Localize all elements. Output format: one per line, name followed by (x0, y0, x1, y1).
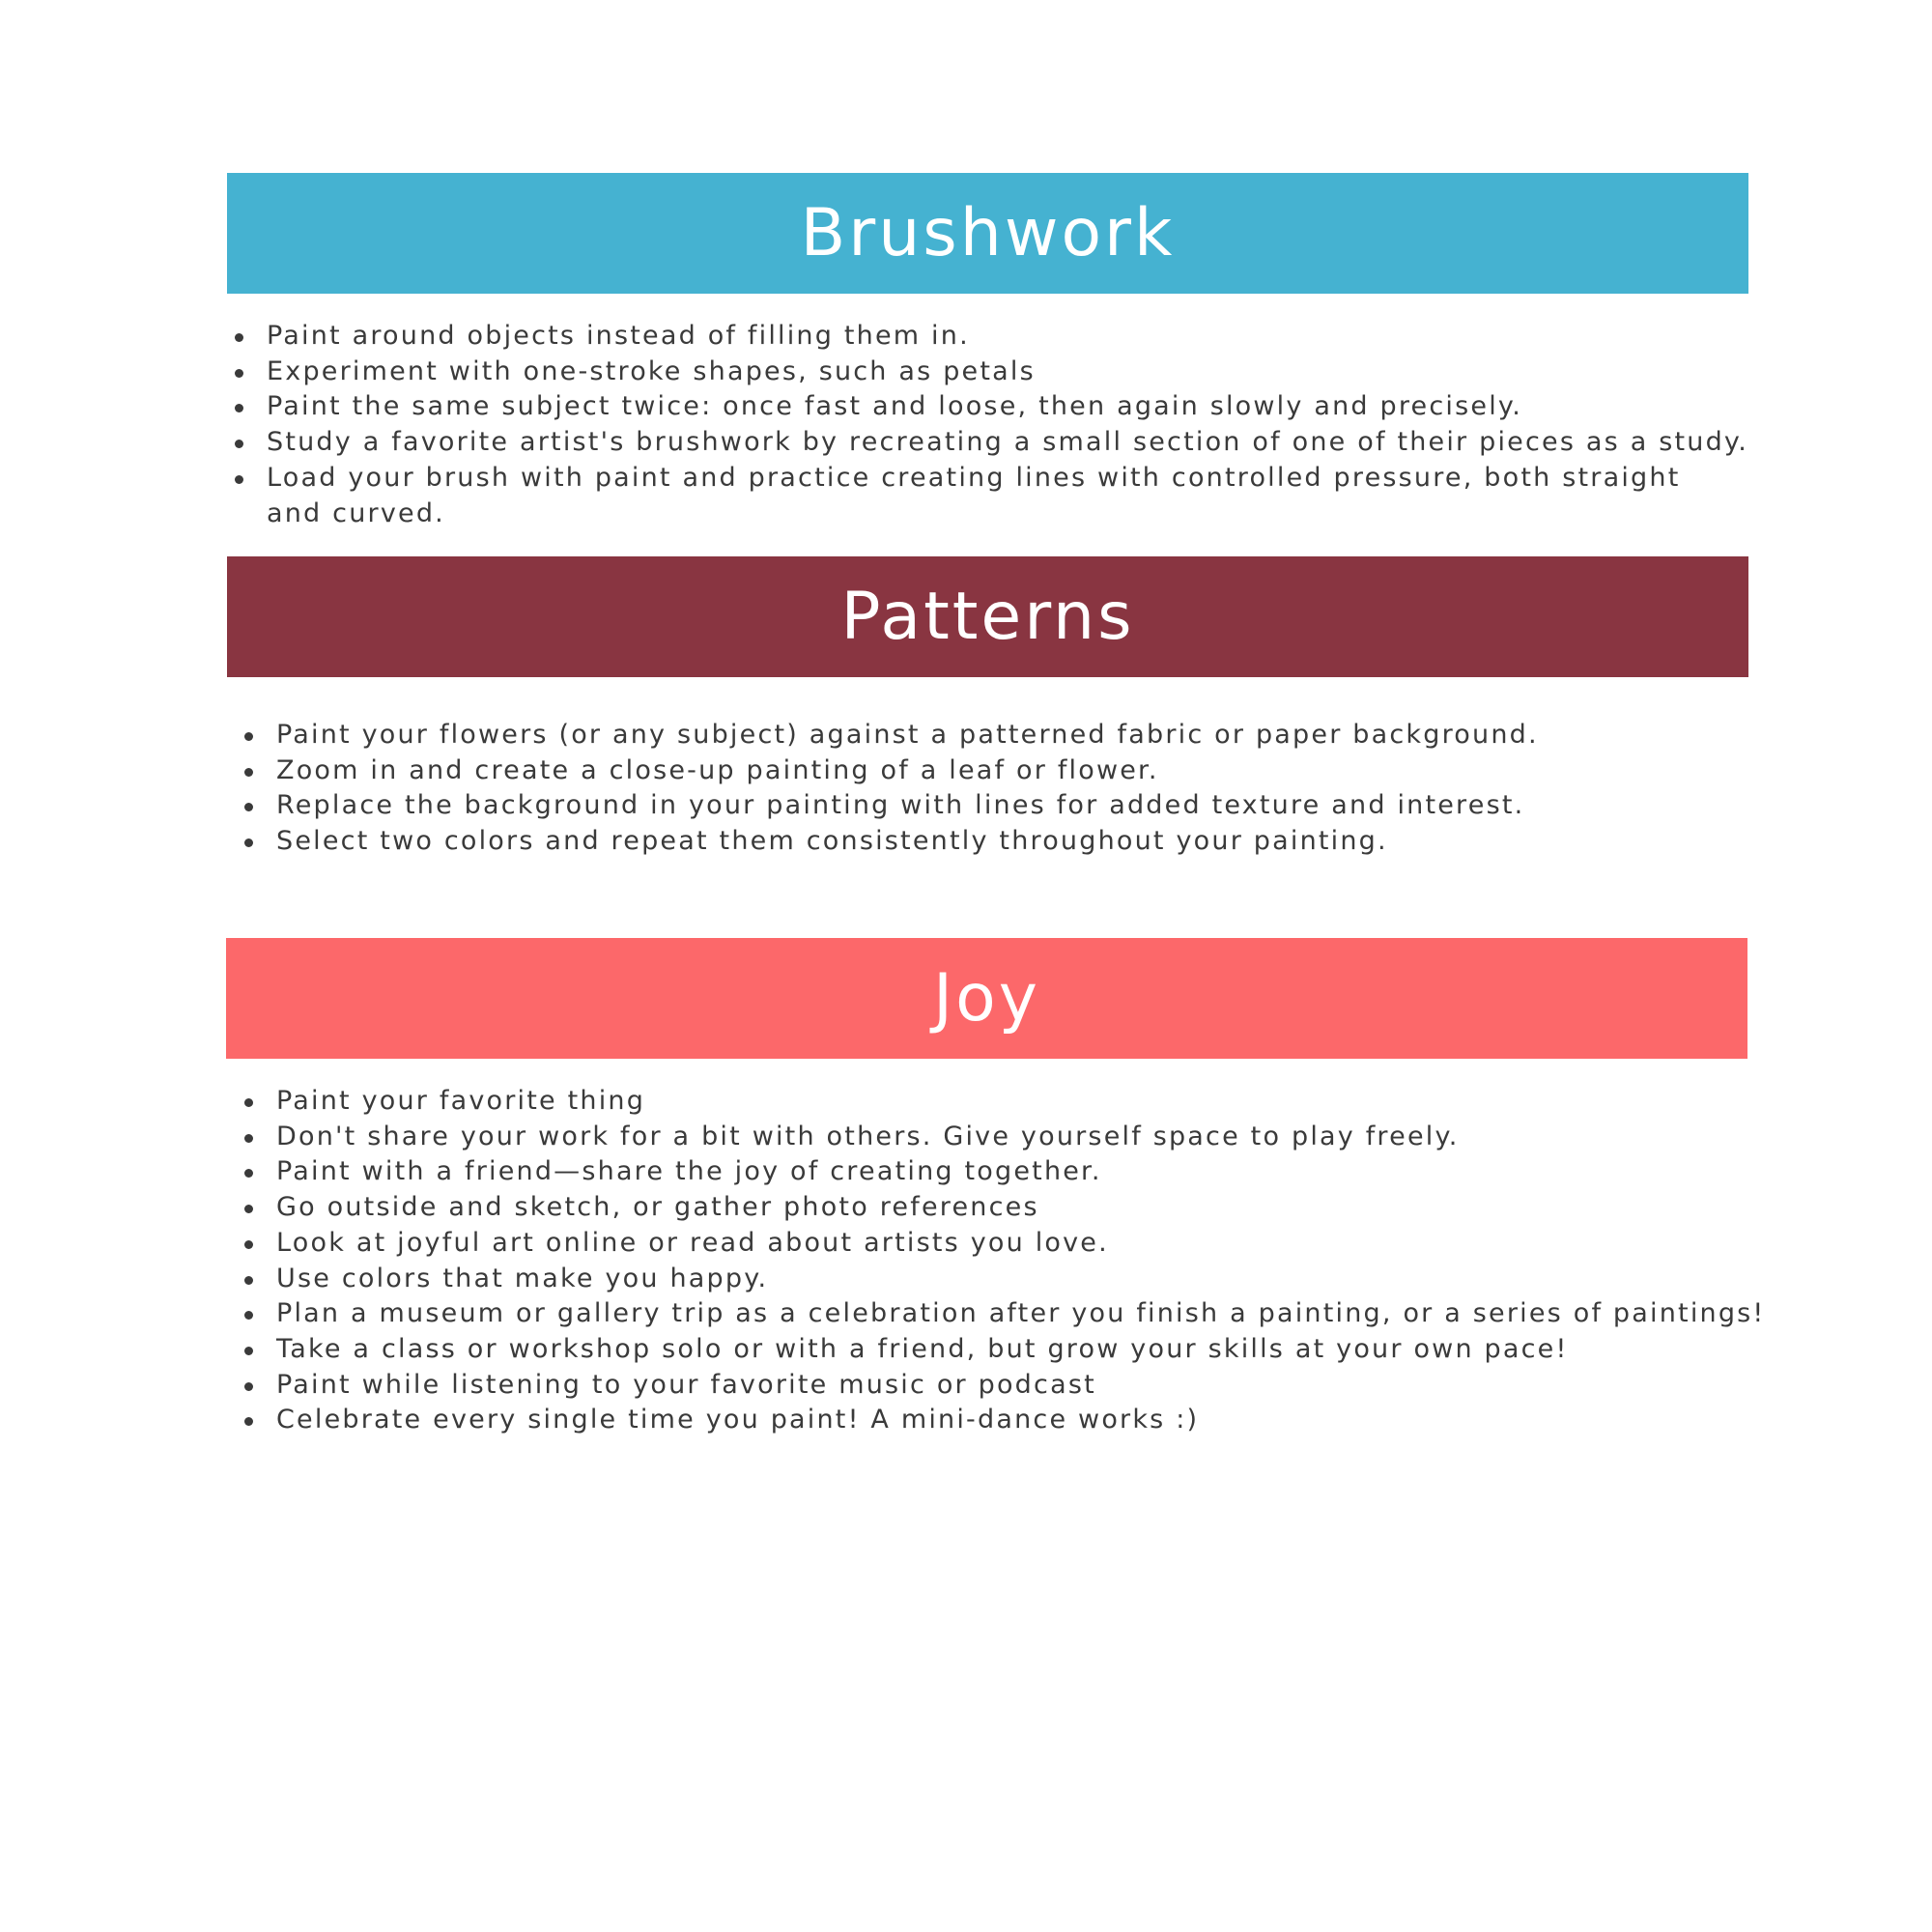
list-item: Zoom in and create a close-up painting of a leaf or flower. (236, 753, 1539, 789)
bullet-icon (244, 1417, 253, 1426)
bullet-icon (235, 369, 243, 378)
bullet-icon (244, 1205, 253, 1213)
section-title-patterns: Patterns (840, 578, 1135, 655)
list-item: Don't share your work for a bit with others. Give yourself space to play freely. (236, 1120, 1765, 1155)
bullet-icon (244, 1311, 253, 1320)
bullet-icon (235, 333, 243, 342)
patterns-tips-list (236, 718, 1539, 860)
list-item: Paint with a friend—share the joy of creating together. (236, 1154, 1765, 1190)
bullet-icon (244, 732, 253, 741)
section-header-patterns (227, 556, 1748, 677)
list-item: Paint the same subject twice: once fast and loose, then again slowly and precisely. (226, 389, 1748, 425)
list-item: Paint your favorite thing (236, 1084, 1765, 1120)
list-item: Load your brush with paint and practice creating lines with controlled pressure, both straight and curved. (226, 461, 1748, 531)
section-title-brushwork: Brushwork (800, 194, 1176, 271)
bullet-icon (244, 1098, 253, 1107)
bullet-icon (244, 803, 253, 811)
bullet-icon (244, 1347, 253, 1355)
list-item: Replace the background in your painting with lines for added texture and interest. (236, 788, 1539, 824)
brushwork-tips-list (226, 319, 1748, 531)
list-item: Plan a museum or gallery trip as a celebration after you finish a painting, or a series of paintings! (236, 1296, 1765, 1332)
list-item: Paint around objects instead of filling them in. (226, 319, 1748, 355)
bullet-icon (235, 404, 243, 412)
list-item: Paint your flowers (or any subject) against a patterned fabric or paper background. (236, 718, 1539, 753)
bullet-icon (244, 838, 253, 847)
bullet-icon (244, 768, 253, 777)
list-item: Paint while listening to your favorite music or podcast (236, 1368, 1765, 1404)
section-header-joy (226, 938, 1747, 1059)
section-header-brushwork (227, 173, 1748, 294)
bullet-icon (244, 1276, 253, 1285)
bullet-icon (235, 475, 243, 484)
list-item: Look at joyful art online or read about artists you love. (236, 1226, 1765, 1262)
bullet-icon (244, 1240, 253, 1249)
bullet-icon (244, 1382, 253, 1391)
bullet-icon (244, 1134, 253, 1143)
list-item: Celebrate every single time you paint! A mini-dance works :) (236, 1403, 1765, 1438)
list-item: Select two colors and repeat them consistently throughout your painting. (236, 824, 1539, 860)
list-item: Go outside and sketch, or gather photo references (236, 1190, 1765, 1226)
list-item: Study a favorite artist's brushwork by recreating a small section of one of their pieces as a study. (226, 425, 1748, 461)
bullet-icon (235, 440, 243, 448)
section-title-joy: Joy (933, 959, 1040, 1037)
list-item: Experiment with one-stroke shapes, such as petals (226, 355, 1748, 390)
list-item: Take a class or workshop solo or with a friend, but grow your skills at your own pace! (236, 1332, 1765, 1368)
bullet-icon (244, 1169, 253, 1178)
list-item: Use colors that make you happy. (236, 1262, 1765, 1297)
joy-tips-list (236, 1084, 1765, 1438)
